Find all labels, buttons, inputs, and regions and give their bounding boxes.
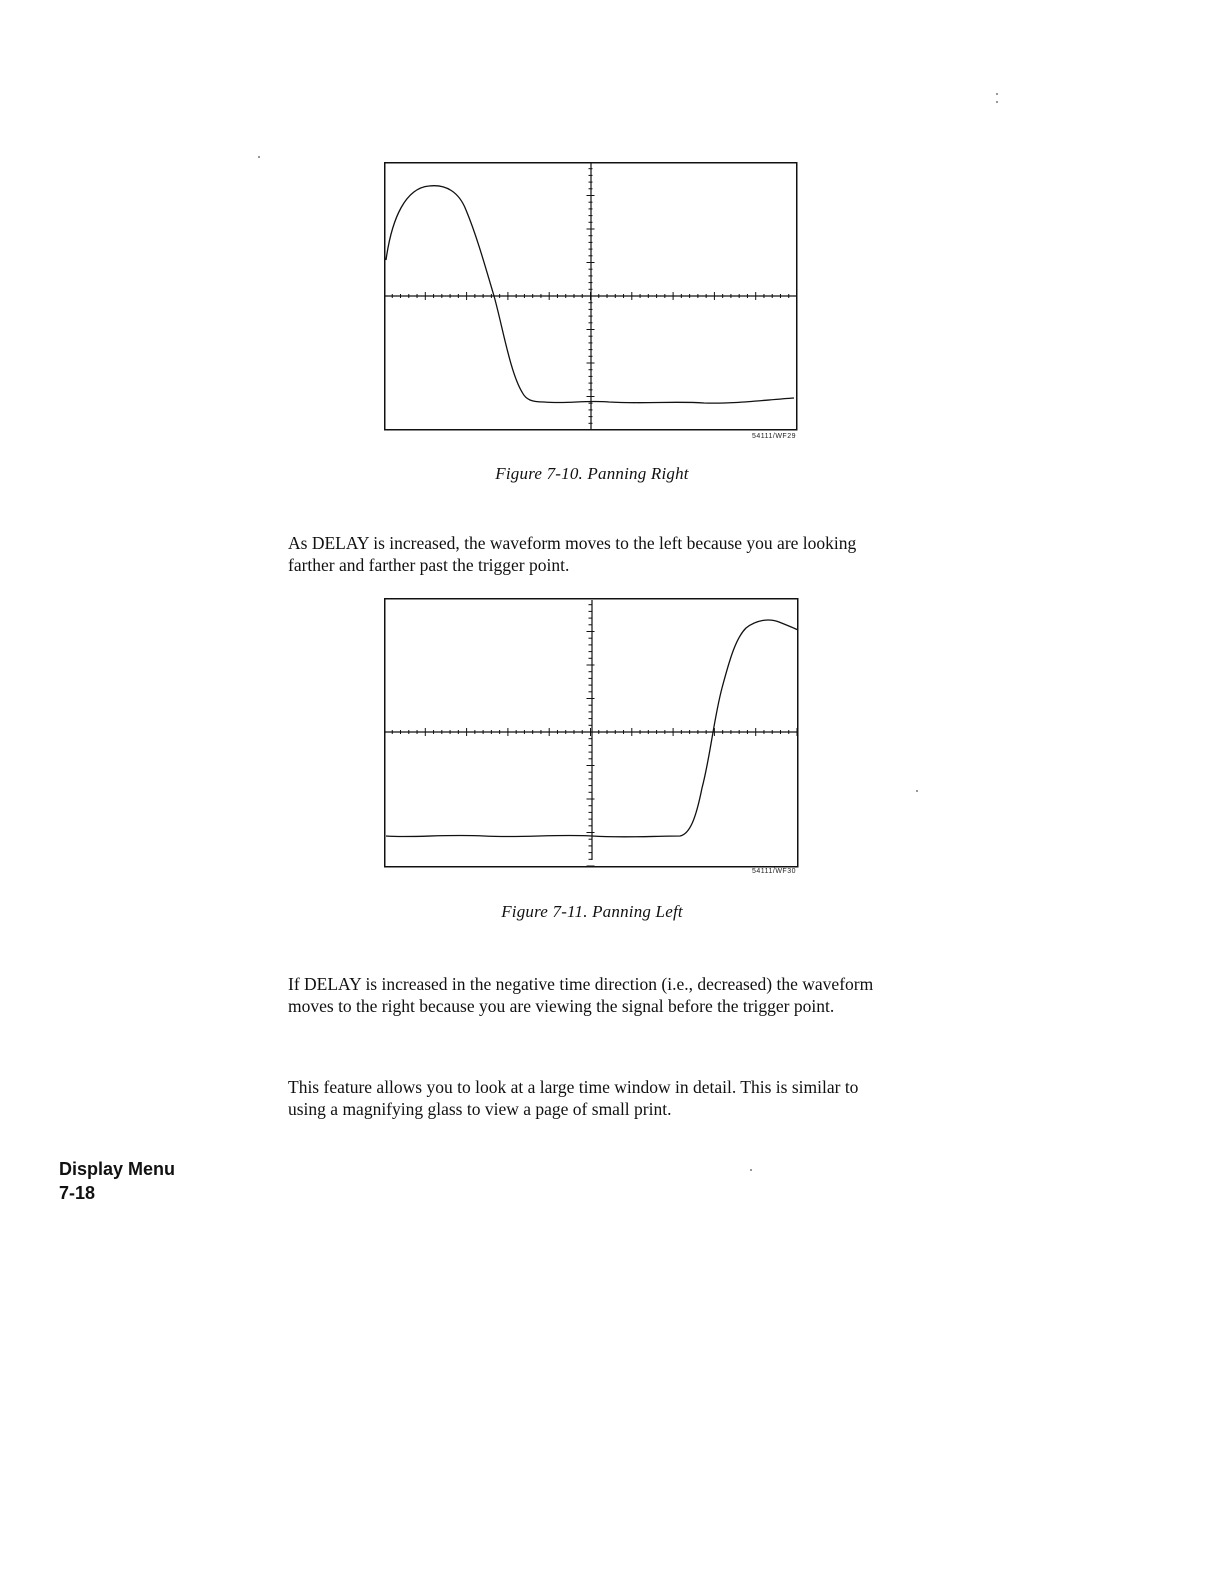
footer-page-number: 7-18 [59,1183,96,1203]
scan-speck [996,101,998,103]
vertical-axis-ticks [587,162,595,430]
body-paragraph: If DELAY is increased in the negative time direction (i.e., decreased) the waveform moves to the right because you are viewing the signal before the trigger point. [288,974,874,1016]
graticule-frame [385,599,798,867]
body-paragraph: This feature allows you to look at a large time window in detail. This is similar to using a magnifying glass to view a page of small print. [288,1077,859,1119]
footer-section-title: Display Menu [59,1159,176,1179]
figure-id-code: 54111/WF30 [751,868,796,875]
figure-caption: Figure 7-10. Panning Right [495,464,689,483]
figure-panning-left [384,598,800,875]
oscilloscope-display [384,162,800,432]
figure-panning-right [384,162,800,440]
scan-speck [258,156,260,158]
scan-speck [750,1169,752,1171]
figure-caption: Figure 7-11. Panning Left [501,902,683,921]
oscilloscope-display [384,598,800,868]
vertical-axis-ticks [587,598,595,866]
body-paragraph: As DELAY is increased, the waveform moves to the left because you are looking farther and farther past the trigger point. [288,533,857,575]
figure-id-code: 54111/WF29 [751,433,796,440]
scan-speck [916,790,918,792]
scan-speck [996,93,998,95]
